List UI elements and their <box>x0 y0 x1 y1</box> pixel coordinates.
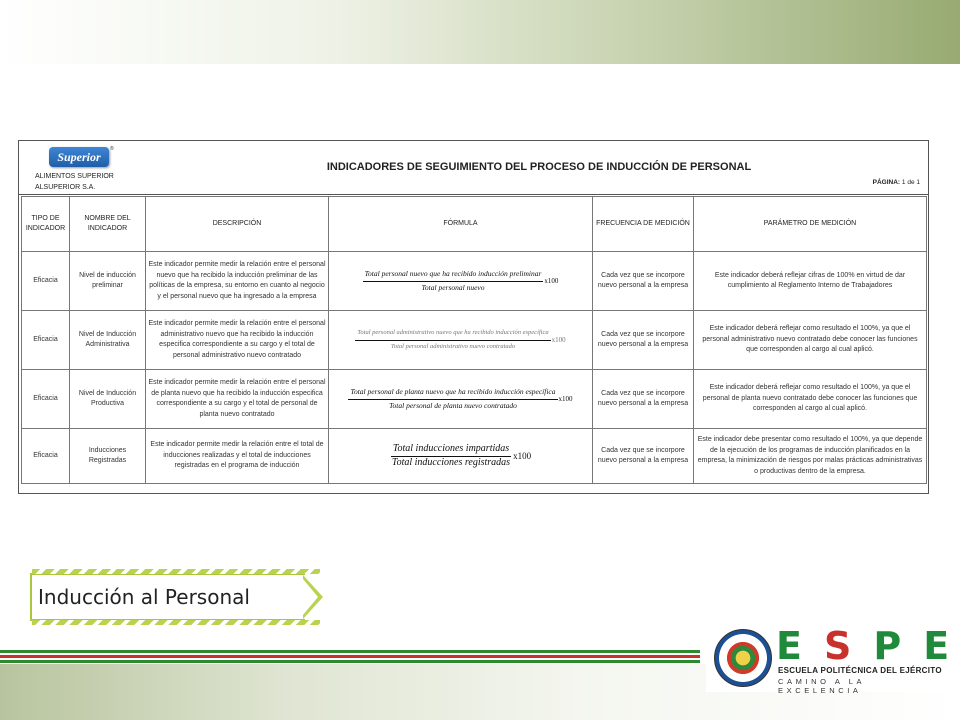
cell-nombre: Nivel de Inducción Administrativa <box>70 311 146 370</box>
col-header-tipo: TIPO DE INDICADOR <box>22 197 70 252</box>
cell-tipo: Eficacia <box>22 311 70 370</box>
cell-tipo: Eficacia <box>22 370 70 429</box>
cell-nombre: Nivel de Inducción Productiva <box>70 370 146 429</box>
banner-label: Inducción al Personal <box>38 585 250 609</box>
cell-parametro: Este indicador deberá reflejar cifras de 100% en virtud de dar cumplimiento al Reglamento Interno de Trabajadores <box>694 252 927 311</box>
cell-tipo: Eficacia <box>22 252 70 311</box>
formula-fraction <box>348 387 572 411</box>
cell-formula <box>329 311 593 370</box>
col-header-nombre: NOMBRE DEL INDICADOR <box>70 197 146 252</box>
document-header <box>19 141 928 195</box>
cell-parametro: Este indicador deberá reflejar como resultado el 100%, ya que el personal administrativo nuevo contratado debe conocer las funciones que corresponden al cargo al cual aplicó. <box>694 311 927 370</box>
document-title: INDICADORES DE SEGUIMIENTO DEL PROCESO DE INDUCCIÓN DE PERSONAL <box>326 161 752 173</box>
col-header-descripcion: DESCRIPCIÓN <box>146 197 329 252</box>
table-row <box>22 311 927 370</box>
formula-multiplier: x100 <box>558 394 573 403</box>
formula-numerator: Total personal nuevo que ha recibido inducción preliminar <box>363 269 544 282</box>
table-header-row <box>22 197 927 252</box>
cell-descripcion: Este indicador permite medir la relación entre el total de inducciones realizadas y el total de inducciones registradas en el programa de inducción <box>146 429 329 484</box>
company-line-1: ALIMENTOS SUPERIOR <box>35 173 114 180</box>
formula-multiplier: x100 <box>551 335 566 344</box>
col-header-parametro: PARÁMETRO DE MEDICIÓN <box>694 197 927 252</box>
formula-multiplier: x100 <box>513 450 532 461</box>
company-line-2: ALSUPERIOR S.A. <box>35 184 96 191</box>
formula-numerator: Total personal administrativo nuevo que ha recibido inducción específica <box>355 328 550 341</box>
page-value: 1 de 1 <box>901 179 920 186</box>
cell-descripcion: Este indicador permite medir la relación entre el personal de planta nuevo que ha recibido la inducción especifica correspondiente a su cargo y el total de personal de planta nuevo contratado <box>146 370 329 429</box>
espe-letter: E <box>923 624 971 668</box>
espe-letter: S <box>823 624 874 668</box>
banner-arrow-inner <box>303 579 318 615</box>
cell-descripcion: Este indicador permite medir la relación entre el personal administrativo nuevo que ha recibido la inducción especifica correspondiente a su cargo y el total de personal administrativo nuevo contratado <box>146 311 329 370</box>
cell-frecuencia: Cada vez que se incorpore nuevo personal a la empresa <box>593 252 694 311</box>
espe-letter: E <box>776 624 824 668</box>
red-rule <box>0 655 700 658</box>
indicator-document <box>18 140 929 494</box>
company-name <box>35 171 155 193</box>
cell-tipo: Eficacia <box>22 429 70 484</box>
banner-stripes-top <box>32 569 320 574</box>
col-header-formula: FÓRMULA <box>329 197 593 252</box>
formula-fraction <box>390 444 531 468</box>
espe-letters <box>776 626 971 666</box>
cell-formula <box>329 252 593 311</box>
cell-frecuencia: Cada vez que se incorpore nuevo personal a la empresa <box>593 370 694 429</box>
formula-denominator: Total personal de planta nuevo contratado <box>389 400 517 410</box>
banner-stripes-bottom <box>32 620 320 625</box>
formula-denominator: Total inducciones registradas <box>391 456 511 468</box>
formula-fraction <box>363 269 559 293</box>
cell-frecuencia: Cada vez que se incorpore nuevo personal a la empresa <box>593 311 694 370</box>
cell-parametro: Este indicador deberá reflejar como resultado el 100%, ya que el personal de planta nuevo contratado debe conocer las funciones que corresponden al cargo al cual aplicó. <box>694 370 927 429</box>
cell-parametro: Este indicador debe presentar como resultado el 100%, ya que depende de la ejecución de los programas de inducción planificados en la empresa, la minimización de riesgos por malas prácticas administrativas o productivas dentro de la empresa. <box>694 429 927 484</box>
espe-logo <box>706 624 971 695</box>
formula-numerator: Total inducciones impartidas <box>391 444 511 457</box>
espe-motto: CAMINO A LA EXCELENCIA <box>778 677 865 695</box>
cell-descripcion: Este indicador permite medir la relación entre el personal nuevo que ha recibido la inducción preliminar de las políticas de la empresa, su entorno en cuanto al negocio y el personal nuevo que ha ingresado a la empresa <box>146 252 329 311</box>
superior-logo <box>49 147 109 167</box>
page-label: PÁGINA: <box>872 179 901 186</box>
table-row <box>22 252 927 311</box>
green-rule <box>0 650 700 653</box>
green-rule <box>0 660 700 663</box>
espe-subtitle: ESCUELA POLITÉCNICA DEL EJÉRCITO <box>778 666 942 675</box>
indicator-table <box>21 196 927 484</box>
university-seal-icon <box>714 629 772 687</box>
cell-formula <box>329 429 593 484</box>
col-header-frecuencia: FRECUENCIA DE MEDICIÓN <box>593 197 694 252</box>
cell-nombre: Inducciones Registradas <box>70 429 146 484</box>
formula-denominator: Total personal nuevo <box>421 282 485 292</box>
registered-mark-icon: ® <box>110 146 114 152</box>
top-gradient-band <box>0 0 960 64</box>
formula-fraction <box>355 328 565 352</box>
formula-multiplier: x100 <box>544 276 559 285</box>
formula-denominator: Total personal administrativo nuevo contratado <box>390 342 516 350</box>
formula-numerator: Total personal de planta nuevo que ha recibido inducción específica <box>348 387 557 400</box>
table-row <box>22 370 927 429</box>
cell-nombre: Nivel de inducción preliminar <box>70 252 146 311</box>
logo-text: Superior <box>57 150 101 164</box>
cell-formula <box>329 370 593 429</box>
section-banner <box>30 573 305 621</box>
espe-letter: P <box>873 624 924 668</box>
cell-frecuencia: Cada vez que se incorpore nuevo personal a la empresa <box>593 429 694 484</box>
page-indicator <box>873 179 920 186</box>
table-row <box>22 429 927 484</box>
